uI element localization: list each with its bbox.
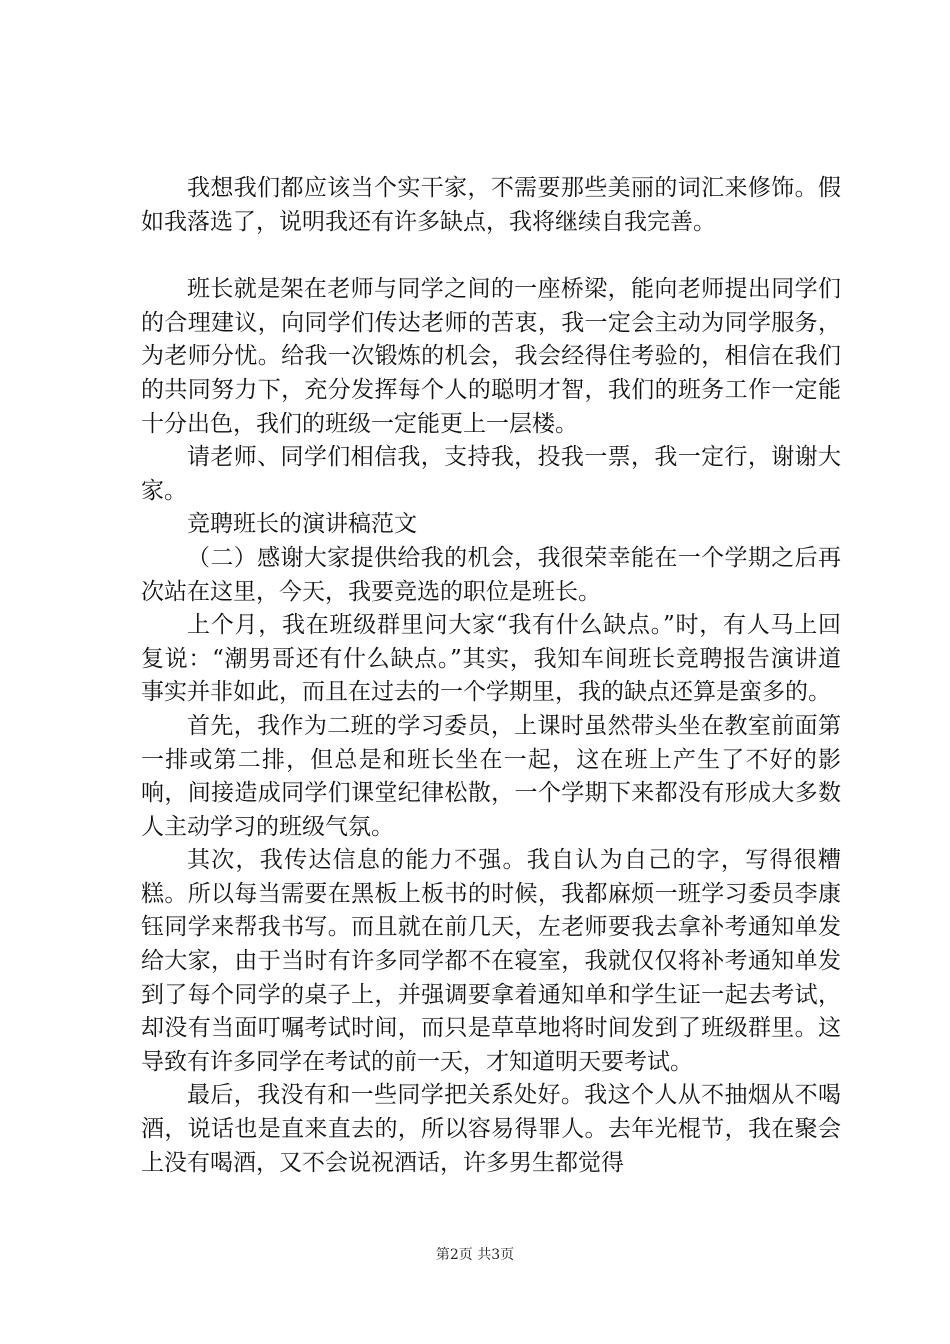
paragraph-5: 上个月，我在班级群里问大家“我有什么缺点。”时，有人马上回复说：“潮男哥还有什么缺点。”其实，我知车间班长竞聘报告演讲道事实并非如此，而且在过去的一个学期里，我的缺点还算是蛮多的。	[141, 612, 841, 706]
paragraph-4: （二）感谢大家提供给我的机会，我很荣幸能在一个学期之后再次站在这里，今天，我要竞选的职位是班长。	[141, 544, 841, 605]
paragraph-8: 最后，我没有和一些同学把关系处好。我这个人从不抽烟从不喝酒，说话也是直来直去的，所以容易得罪人。去年光棍节，我在聚会上没有喝酒，又不会说祝酒话，许多男生都觉得	[141, 1082, 841, 1176]
paragraph-3: 请老师、同学们相信我，支持我，投我一票，我一定行，谢谢大家。	[141, 444, 841, 504]
paragraph-7: 其次，我传达信息的能力不强。我自认为自己的字，写得很糟糕。所以每当需要在黑板上板书的时候，我都麻烦一班学习委员李康钰同学来帮我书写。而且就在前几天，左老师要我去拿补考通知单发给大家，由于当时有许多同学都不在寝室，我就仅仅将补考通知单发到了每个同学的桌子上，并强调要拿着通知单和学生证一起去考试，却没有当面叮嘱考试时间，而只是草草地将时间发到了班级群里。这导致有许多同学在考试的前一天，才知道明天要考试。	[141, 847, 841, 1075]
section-title: 竞聘班长的演讲稿范文	[187, 511, 417, 538]
paragraph-2: 班长就是架在老师与同学之间的一座桥梁，能向老师提出同学们的合理建议，向同学们传达老师的苦衷，我一定会主动为同学服务，为老师分忧。给我一次锻炼的机会，我会经得住考验的，相信在我们的共同努力下，充分发挥每个人的聪明才智，我们的班务工作一定能十分出色，我们的班级一定能更上一层楼。	[141, 276, 841, 437]
paragraph-1: 我想我们都应该当个实干家，不需要那些美丽的词汇来修饰。假如我落选了，说明我还有许多缺点，我将继续自我完善。	[141, 175, 841, 235]
page-footer: 第2页 共3页	[435, 1247, 515, 1263]
paragraph-6: 首先，我作为二班的学习委员，上课时虽然带头坐在教室前面第一排或第二排，但总是和班长坐在一起，这在班上产生了不好的影响，间接造成同学们课堂纪律松散，一个学期下来都没有形成大多数人主动学习的班级气氛。	[141, 712, 841, 840]
document-body	[141, 172, 841, 1180]
